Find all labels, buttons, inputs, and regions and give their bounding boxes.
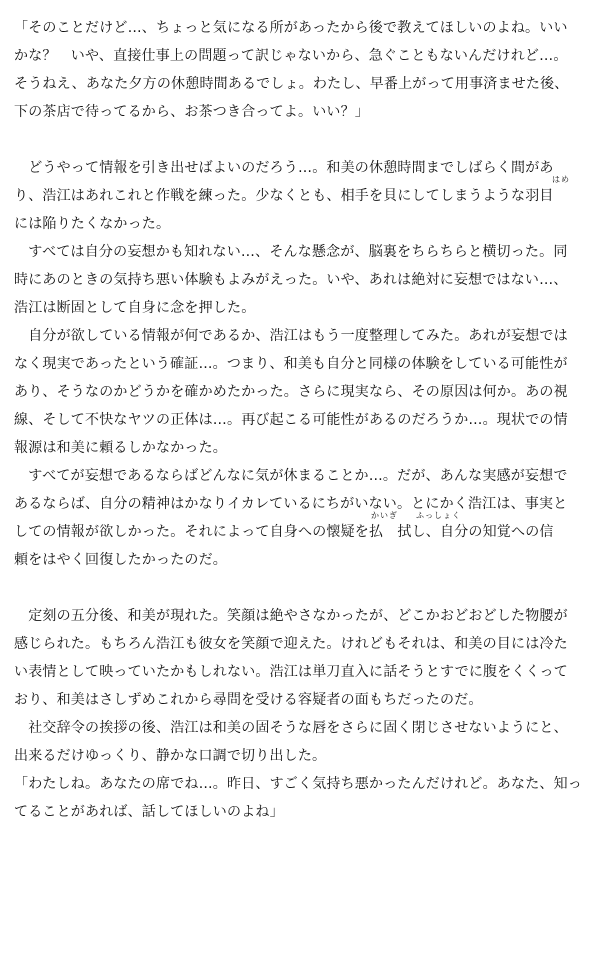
text-line: 出来るだけゆっくり、静かな口調で切り出した。 bbox=[14, 748, 327, 764]
ruby-fusshoku: ふっしょく bbox=[416, 511, 461, 520]
text-line: おり、和美はさしずめこれから尋問を受ける容疑者の面もちだったのだ。 bbox=[14, 692, 483, 708]
ruby-hame: はめ bbox=[552, 175, 570, 184]
document-page bbox=[14, 14, 594, 826]
text-line: すべてが妄想であるならばどんなに気が休まることか…。だが、あんな実感が妄想で bbox=[14, 468, 568, 484]
text-line: 「わたしね。あなたの席でね…。昨日、すごく気持ち悪かったんだけれど。あなた、知っ bbox=[14, 776, 582, 792]
text-line-content: しての情報が欲しかった。それによって自身への懐疑を払 拭し、自分の知覚への信 bbox=[14, 524, 554, 540]
paragraph-2 bbox=[14, 154, 594, 238]
text-line: そうねえ、あなた夕方の休憩時間あるでしょ。わたし、早番上がって用事済ませた後、 bbox=[14, 76, 569, 92]
paragraph-8 bbox=[14, 770, 594, 826]
text-line: 浩江は断固として自身に念を押した。 bbox=[14, 300, 256, 316]
paragraph-7 bbox=[14, 714, 594, 770]
ruby-kaigi: かいぎ bbox=[371, 511, 398, 520]
text-line: てることがあれば、話してほしいのよね」 bbox=[14, 804, 284, 820]
text-line-with-ruby bbox=[14, 511, 594, 546]
text-line: い表情として映っていたかもしれない。浩江は単刀直入に話そうとすでに腹をくくって bbox=[14, 664, 568, 680]
text-line: すべては自分の妄想かも知れない…、そんな懸念が、脳裏をちらちらと横切った。同 bbox=[14, 244, 568, 260]
text-line-with-ruby bbox=[14, 175, 594, 210]
text-line: 「そのことだけど…、ちょっと気になる所があったから後で教えてほしいのよね。いい bbox=[14, 20, 568, 36]
paragraph-1 bbox=[14, 14, 594, 126]
text-line: かな？ いや、直接仕事上の問題って訳じゃないから、急ぐこともないんだけれど…。 bbox=[14, 48, 568, 64]
blank-line bbox=[14, 126, 594, 154]
text-line: あるならば、自分の精神はかなりイカレているにちがいない。とにかく浩江は、事実と bbox=[14, 496, 568, 512]
text-line: なく現実であったという確証…。つまり、和美も自分と同様の体験をしている可能性が bbox=[14, 356, 568, 372]
paragraph-3 bbox=[14, 238, 594, 322]
text-line: 下の茶店で待ってるから、お茶つき合ってよ。いい？」 bbox=[14, 104, 369, 120]
text-line: 時にあのときの気持ち悪い体験もよみがえった。いや、あれは絶対に妄想ではない…、 bbox=[14, 272, 568, 288]
text-line: 定刻の五分後、和美が現れた。笑顔は絶やさなかったが、どこかおどおどした物腰が bbox=[14, 608, 568, 624]
text-line-content: り、浩江はあれこれと作戦を練った。少なくとも、相手を貝にしてしまうような羽目 bbox=[14, 188, 554, 204]
text-line: 頼をはやく回復したかったのだ。 bbox=[14, 552, 227, 568]
paragraph-6 bbox=[14, 602, 594, 714]
paragraph-4 bbox=[14, 322, 594, 462]
blank-line bbox=[14, 574, 594, 602]
text-line: 社交辞令の挨拶の後、浩江は和美の固そうな唇をさらに固く閉じさせないようにと、 bbox=[14, 720, 568, 736]
text-line: 報源は和美に頼るしかなかった。 bbox=[14, 440, 227, 456]
text-line: あり、そうなのかどうかを確かめたかった。さらに現実なら、その原因は何か。あの視 bbox=[14, 384, 568, 400]
text-line: 線、そして不快なヤツの正体は…。再び起こる可能性があるのだろうか…。現状での情 bbox=[14, 412, 568, 428]
text-line: には陥りたくなかった。 bbox=[14, 216, 171, 232]
paragraph-5 bbox=[14, 462, 594, 574]
text-line: どうやって情報を引き出せばよいのだろう…。和美の休憩時間までしばらく間があ bbox=[14, 160, 554, 176]
text-line: 感じられた。もちろん浩江も彼女を笑顔で迎えた。けれどもそれは、和美の目には冷た bbox=[14, 636, 568, 652]
text-line: 自分が欲している情報が何であるか、浩江はもう一度整理してみた。あれが妄想では bbox=[14, 328, 568, 344]
